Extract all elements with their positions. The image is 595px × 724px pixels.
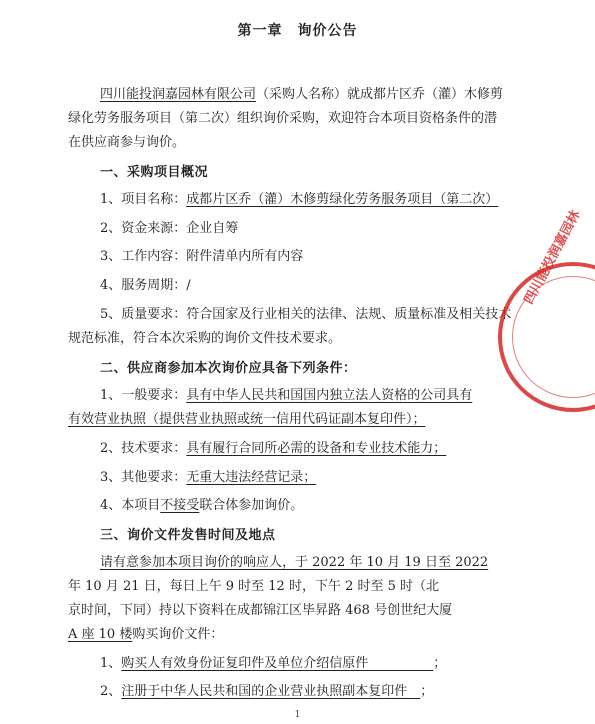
section-1-heading: 一、采购项目概况	[100, 165, 209, 180]
section-2-heading: 二、供应商参加本次询价应具备下列条件：	[100, 361, 357, 376]
seal-text: 四川能投润嘉园林	[521, 208, 584, 307]
s3-line-4: A 座 10 楼购买询价文件：	[68, 627, 224, 642]
s1-item-1: 1、项目名称：成都片区乔（灌）木修剪绿化劳务服务项目（第二次）	[100, 192, 499, 207]
intro-line-1: 四川能投润嘉园林有限公司（采购人名称）就成都片区乔（灌）木修剪	[100, 87, 504, 102]
intro-line-2: 绿化劳务服务项目（第二次）组织询价采购，欢迎符合本项目资格条件的潜	[68, 111, 498, 126]
s3-item-2: 2、注册于中华人民共和国的企业营业执照副本复印件 ；	[100, 684, 434, 699]
s3-line-2: 年 10 月 21 日，每日上午 9 时至 12 时，下午 2 时至 5 时（北	[68, 579, 440, 594]
page-title: 第一章 询价公告	[237, 23, 358, 39]
s1-item-5-line-1: 5、质量要求：符合国家及行业相关的法律、法规、质量标准及相关技术	[100, 307, 512, 322]
s2-item-4: 4、本项目不接受联合体参加询价。	[100, 498, 304, 513]
s2-item-2: 2、技术要求：具有履行合同所必需的设备和专业技术能力；	[100, 441, 447, 456]
s2-item-1-line-2: 有效营业执照（提供营业执照或统一信用代码证副本复印件）；	[68, 412, 426, 427]
s1-item-5-line-2: 规范标准，符合本次采购的询价文件技术要求。	[68, 331, 342, 346]
purchaser-name: 四川能投润嘉园林有限公司	[100, 87, 257, 102]
s3-line-3: 京时间，下同）持以下资料在成都锦江区毕昇路 468 号创世纪大厦	[68, 603, 453, 618]
company-seal	[498, 208, 595, 412]
s2-item-3: 3、其他要求：无重大违法经营记录；	[100, 470, 317, 485]
s1-item-4: 4、服务周期：/	[100, 278, 191, 293]
s2-item-1: 1、一般要求：具有中华人民共和国国内独立法人资格的公司具有	[100, 388, 473, 403]
page-number: 1	[294, 710, 301, 720]
s1-item-3: 3、工作内容：附件清单内所有内容	[100, 249, 304, 264]
address-floor: A 座 10 楼	[68, 627, 133, 642]
s3-line-1: 请有意参加本项目询价的响应人，于 2022 年 10 月 19 日至 2022	[100, 555, 489, 570]
project-name: 成都片区乔（灌）木修剪绿化劳务服务项目（第二次）	[186, 192, 499, 207]
intro-line-3: 在供应商参与询价。	[68, 135, 186, 150]
s1-item-2: 2、资金来源：企业自筹	[100, 221, 239, 236]
s3-item-1: 1、购买人有效身份证复印件及单位介绍信原件 ；	[100, 656, 447, 671]
section-3-heading: 三、询价文件发售时间及地点	[100, 528, 276, 543]
